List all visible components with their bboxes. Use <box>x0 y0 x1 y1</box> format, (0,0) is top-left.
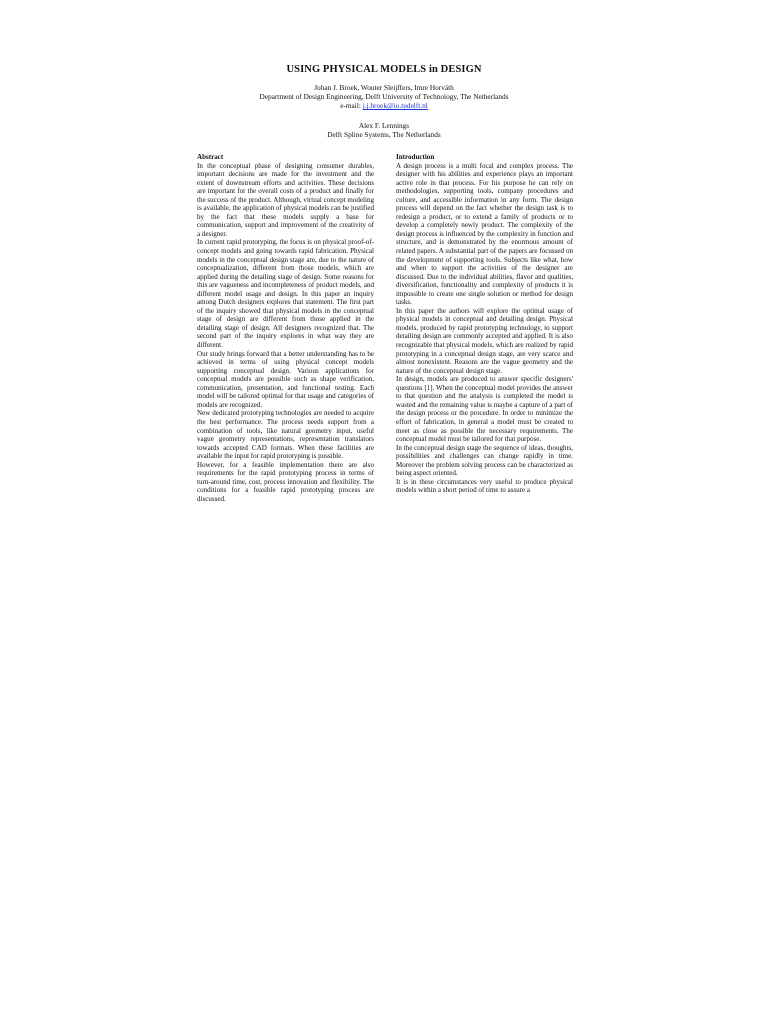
author-2: Alex F. Lennings <box>358 121 410 130</box>
introduction-heading: Introduction <box>396 153 435 161</box>
introduction-paragraph: It is in these circumstances very useful to produce physical models within a short period of time to assure a <box>396 477 573 495</box>
abstract-paragraph: In the conceptual phase of designing consumer durables, important decisions are made for the investment and the extent of downstream efforts and activities. These decisions are important for the overall costs of a product and finally for the success of the product. Although, virtual concept modeling is available, the application of physical models can be justified by the fact that these models supply a base for communication, support and improvement of the creativity of a designer. <box>197 161 374 238</box>
affiliation-2: Delft Spline Systems, The Netherlands <box>327 130 441 140</box>
abstract-column <box>197 153 374 503</box>
abstract-paragraph: New dedicated prototyping technologies are needed to acquire the best performance. The process needs support from a combination of tools, like natural geometry input, useful vague geometry representations, representation translators towards accepted CAD formats. When these facilities are available the input for rapid prototyping is possible. <box>197 409 374 461</box>
introduction-column <box>396 153 573 495</box>
email-line <box>0 101 768 110</box>
introduction-paragraph: In this paper the authors will explore the optimal usage of physical models in conceptual and detailing design. Physical models, produced by rapid prototyping technology, to support detailing design are commonly accepted and applied. It is also recognizable that physical models, which are realized by rapid prototyping in a conceptual design stage, are very scarce and almost nonexistent. Reasons are the vague geometry and the nature of the conceptual design stage. <box>396 306 573 375</box>
abstract-paragraph: However, for a feasible implementation there are also requirements for the rapid prototyping process in terms of turn-around time, cost, process innovation and flexibility. The conditions for a feasible rapid prototyping process are discussed. <box>197 460 374 503</box>
paper-title: USING PHYSICAL MODELS in DESIGN <box>286 64 482 75</box>
email-label: e-mail: <box>340 101 363 111</box>
abstract-paragraph: Our study brings forward that a better understanding has to be achieved in terms of using physical concept models supporting conceptual design. Various applications for conceptual models are possible such as shape verification, communication, presentation, and functional testing. Each model will be tailored optimal for that usage and categories of models are recognized. <box>197 349 374 409</box>
author-block-2 <box>0 121 768 139</box>
author-block-1 <box>0 83 768 111</box>
abstract-paragraph: In current rapid prototyping, the focus is on physical proof-of-concept models and going towards rapid fabrication. Physical models in the conceptual design stage are, due to the nature of conceptualization, different from those models, which are applied during the detailing stage of design. Some reasons for this are vagueness and incompleteness of product models, and different model usage and design. In this paper an inquiry among Dutch designers explores that statement. The first part of the inquiry showed that physical models in the conceptual stage of design are different from those applied in the detailing stage of design. All designers recognized that. The second part of the inquiry explores in what way they are different. <box>197 238 374 350</box>
introduction-paragraph: In design, models are produced to answer specific designers' questions [1]. When the conceptual model provides the answer to that question and the analysis is completed the model is wasted and the remaining value is maybe a capture of a part of the design process or the procedure. In order to minimize the effort of fabrication, in general a model must be created to meet as close as possible the necessary requirements. The conceptual model must be tailored for that purpose. <box>396 375 573 444</box>
email-link[interactable]: j.j.broek@io.tudelft.nl <box>362 101 428 111</box>
department: Department of Design Engineering, Delft University of Technology, The Netherlands <box>259 92 509 102</box>
introduction-paragraph: A design process is a multi focal and complex process. The designer with his abilities and experience plays an important active role in that process. For his purpose he can rely on methodologies, supporting tools, company procedures and culture, and accessible information in any form. The design process will depend on the fact whether the design task is to redesign a product, or to extend a family of products or to develop a completely newly product. The complexity of the design process is influenced by the complexity in function and structure, and is demonstrated by the enormous amount of related papers. A substantial part of the papers are focussed on the development of supporting tools. Subjects like what, how and when to support the activities of the designer are discussed. Due to the individual abilities, flavor and qualities, diversification, functionality and complexity of products it is impossible to create one single solution or method for design tasks. <box>396 161 573 307</box>
authors: Johan J. Broek, Wouter Sleijffers, Imre Horváth <box>314 83 454 92</box>
introduction-paragraph: In the conceptual design stage the sequence of ideas, thoughts, possibilities and challenges can change rapidly in time. Moreover the problem solving process can be characterized as being aspect oriented. <box>396 443 573 478</box>
abstract-heading: Abstract <box>197 153 224 161</box>
